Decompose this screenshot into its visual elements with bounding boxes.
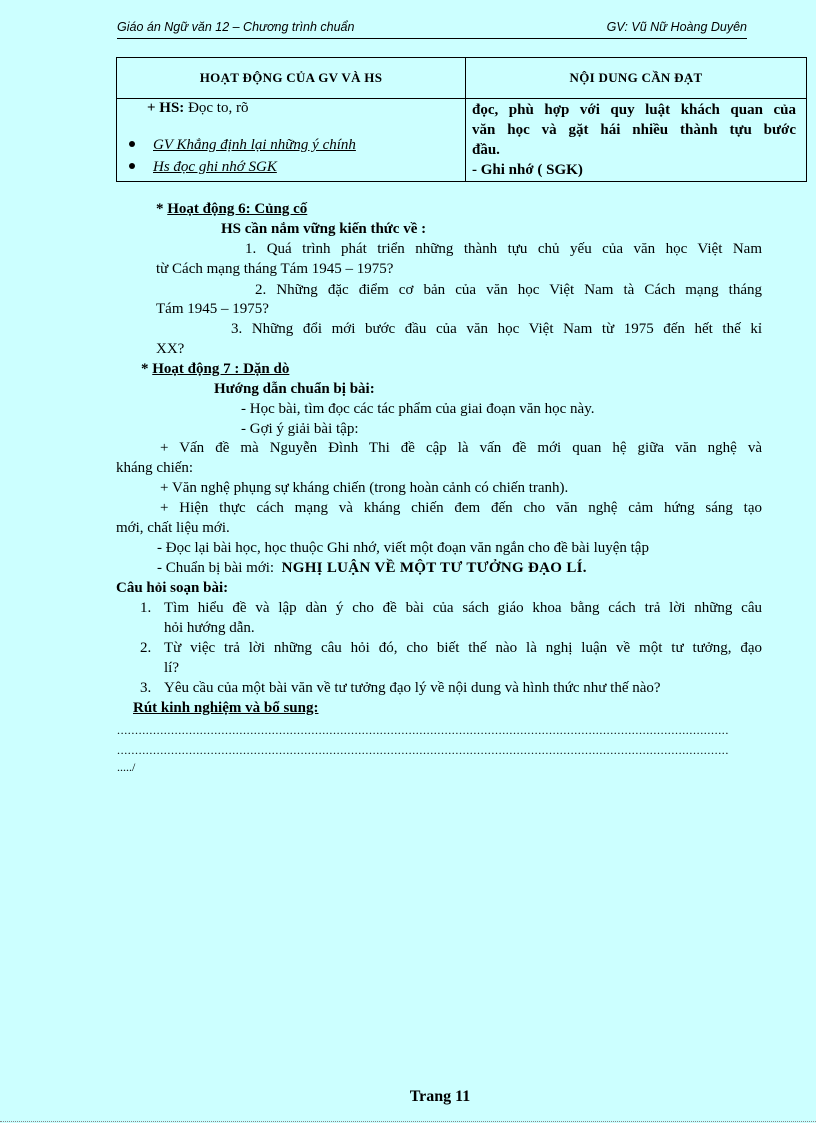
header-right: GV: Vũ Nữ Hoàng Duyên	[606, 20, 747, 34]
content-line: - Ghi nhớ ( SGK)	[472, 162, 583, 178]
table-header-row	[117, 58, 807, 99]
hs-text: Đọc to, rõ	[188, 100, 249, 116]
question-number: 3.	[140, 680, 152, 696]
bullet-item: GV Khẳng định lại những ý chính	[129, 137, 356, 154]
page-bottom-divider	[0, 1121, 816, 1122]
question-text: Tìm hiểu đề và lập dàn ý cho đề bài của sách giáo khoa bằng cách trả lời những câu	[164, 600, 762, 616]
questions-title: Câu hỏi soạn bài:	[116, 580, 229, 596]
page-number: Trang 11	[409, 1088, 471, 1105]
activity7-subtitle: Hướng dẫn chuẩn bị bài:	[214, 381, 375, 397]
activity-cell	[117, 99, 466, 182]
question-text: Yêu cầu của một bài văn về tư tưởng đạo lý về nội dung và hình thức như thế nào?	[164, 680, 661, 696]
content-line: đầu.	[472, 142, 500, 158]
activity7-line: + Vấn đề mà Nguyễn Đình Thi đề cập là vấn đề mới quan hệ giữa văn nghệ và	[160, 440, 762, 456]
activity6-heading	[156, 201, 307, 218]
activity7-title: Hoạt động 7 : Dặn dò	[152, 361, 290, 377]
question-text: lí?	[164, 660, 179, 676]
content-line: đọc, phù hợp với quy luật khách quan của	[472, 102, 796, 118]
content-cell	[466, 99, 807, 182]
activity6-title: Hoạt động 6: Củng cố	[167, 201, 308, 217]
question-text: Từ việc trả lời những câu hỏi đó, cho biết thế nào là nghị luận về một tư tưởng, đạo	[164, 640, 762, 656]
content-line: văn học và gặt hái nhiều thành tựu bước	[472, 122, 796, 138]
notes-dots-line: ..........................................................................................................................................................................	[117, 723, 729, 737]
table-row	[117, 99, 807, 182]
activity7-line: mới, chất liệu mới.	[116, 520, 230, 536]
header-left: Giáo án Ngữ văn 12 – Chương trình chuẩn	[117, 20, 355, 34]
new-lesson-prefix: - Chuẩn bị bài mới:	[157, 560, 275, 576]
activity7-line: + Văn nghệ phụng sự kháng chiến (trong hoàn cảnh có chiến tranh).	[160, 480, 569, 496]
hs-label: + HS:	[147, 100, 185, 116]
activity6-q3b: XX?	[156, 341, 185, 357]
activity6-q3a: 3. Những đổi mới bước đầu của văn học Việt Nam từ 1975 đến hết thế kỉ	[231, 321, 762, 337]
notes-dots-end: ...../	[117, 760, 136, 774]
notes-title: Rút kinh nghiệm và bổ sung:	[133, 700, 319, 716]
activity7-heading	[141, 361, 289, 378]
hs-line	[147, 100, 248, 117]
page-header	[117, 20, 747, 39]
activity7-line: - Đọc lại bài học, học thuộc Ghi nhớ, viết một đoạn văn ngắn cho đề bài luyện tập	[157, 540, 649, 556]
activity7-line: - Học bài, tìm đọc các tác phẩm của giai đoạn văn học này.	[241, 401, 595, 417]
activity6-q2a: 2. Những đặc điểm cơ bản của văn học Việt Nam tà Cách mạng tháng	[255, 282, 762, 298]
col1-header: HOẠT ĐỘNG CỦA GV VÀ HS	[117, 58, 466, 99]
activity-table	[116, 57, 807, 182]
activity7-prefix: *	[141, 361, 153, 377]
new-lesson-title: NGHỊ LUẬN VỀ MỘT TƯ TƯỞNG ĐẠO LÍ.	[281, 560, 587, 576]
activity6-q1b: từ Cách mạng tháng Tám 1945 – 1975?	[156, 261, 394, 277]
activity6-subtitle: HS cần nắm vững kiến thức về :	[221, 221, 427, 237]
activity6-q1a: 1. Quá trình phát triển những thành tựu chủ yếu của văn học Việt Nam	[245, 241, 762, 257]
activity7-line: + Hiện thực cách mạng và kháng chiến đem đến cho văn nghệ cảm hứng sáng tạo	[160, 500, 762, 516]
question-number: 1.	[140, 600, 152, 616]
question-text: hỏi hướng dẫn.	[164, 620, 255, 636]
activity6-prefix: *	[156, 201, 168, 217]
col2-header: NỘI DUNG CẦN ĐẠT	[466, 58, 807, 99]
activity7-line: - Gợi ý giải bài tập:	[241, 421, 359, 437]
new-lesson-line	[157, 560, 587, 577]
activity6-q2b: Tám 1945 – 1975?	[156, 301, 269, 317]
activity7-line: kháng chiến:	[116, 460, 194, 476]
notes-dots-line: ..........................................................................................................................................................................	[117, 743, 729, 757]
question-number: 2.	[140, 640, 152, 656]
bullet-item: Hs đọc ghi nhớ SGK	[129, 159, 277, 176]
